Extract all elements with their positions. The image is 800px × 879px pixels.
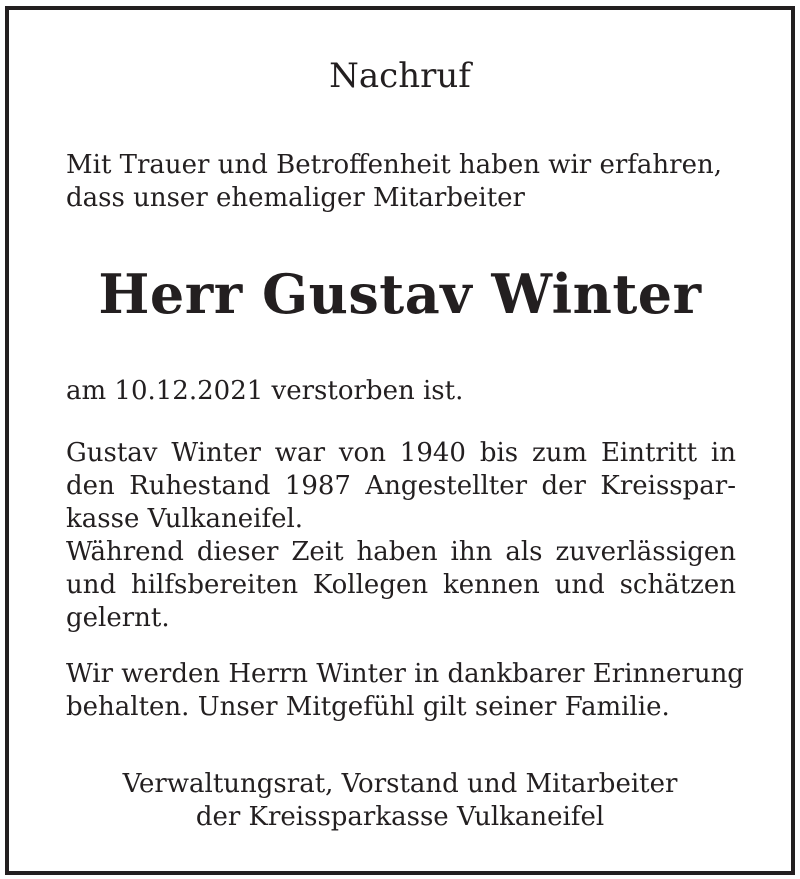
remembrance-line: Wir werden Herrn Winter in dankbarer Erinnerung [66, 659, 744, 689]
career-line: und hilfsbereiten Kollegen kennen und schätzen [66, 570, 736, 600]
career-line: Gustav Winter war von 1940 bis zum Eintritt in [66, 438, 736, 468]
career-paragraph [66, 437, 736, 635]
notice-title: Nachruf [329, 56, 471, 96]
signature-block [9, 768, 791, 834]
career-line: den Ruhestand 1987 Angestellter der Kreisspar- [66, 471, 736, 501]
date-paragraph [66, 375, 736, 408]
remembrance-paragraph [66, 658, 744, 724]
date-line: am 10.12.2021 verstorben ist. [66, 376, 464, 406]
intro-paragraph [66, 149, 736, 215]
signature-line: Verwaltungsrat, Vorstand und Mitarbeiter [122, 769, 678, 799]
career-line: gelernt. [66, 603, 170, 633]
remembrance-line: behalten. Unser Mitgefühl gilt seiner Familie. [66, 692, 670, 722]
deceased-name: Herr Gustav Winter [98, 262, 702, 326]
obituary-notice [5, 6, 795, 875]
intro-line: dass unser ehemaliger Mitarbeiter [66, 183, 525, 213]
intro-line: Mit Trauer und Betroffenheit haben wir erfahren, [66, 150, 722, 180]
career-line: Während dieser Zeit haben ihn als zuverlässigen [66, 537, 736, 567]
signature-line: der Kreissparkasse Vulkaneifel [195, 802, 605, 832]
career-line: kasse Vulkaneifel. [66, 504, 304, 534]
